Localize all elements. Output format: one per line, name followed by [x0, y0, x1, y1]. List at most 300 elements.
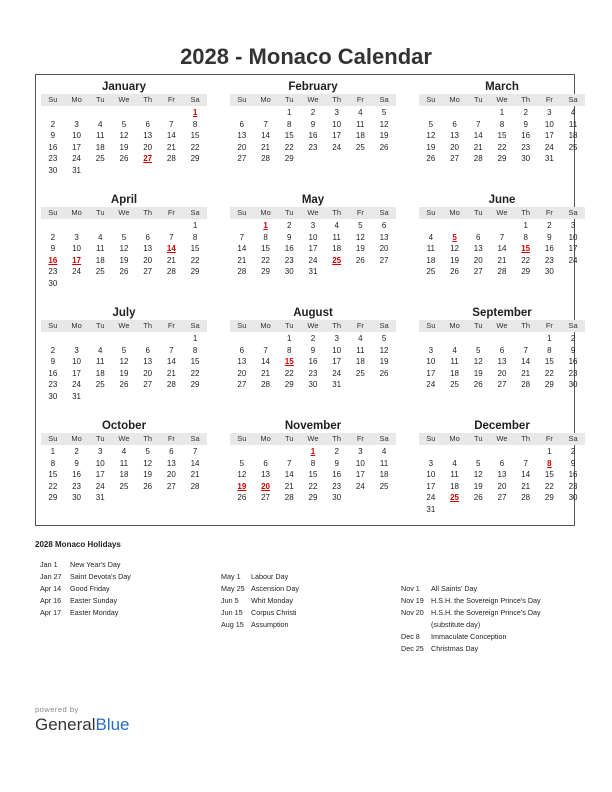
- holiday-day-cell: 19: [237, 481, 247, 491]
- day-cell: 5: [121, 232, 127, 242]
- day-cell: 24: [355, 481, 365, 491]
- holiday-name: H.S.H. the Sovereign Prince's Day: [431, 608, 541, 617]
- day-cell: 7: [169, 345, 174, 355]
- day-cell: 17: [72, 368, 81, 378]
- day-cell: 15: [48, 470, 58, 479]
- day-cell: 10: [355, 458, 365, 468]
- day-cell: 24: [72, 154, 81, 163]
- day-cell: 8: [310, 458, 316, 468]
- day-cell: 10: [426, 470, 436, 479]
- day-cell: 31: [332, 380, 342, 389]
- day-cell: 8: [287, 345, 292, 355]
- day-cell: 15: [190, 357, 200, 366]
- day-cell: 10: [72, 244, 81, 253]
- weekday-header: [230, 94, 396, 106]
- day-cell: 11: [356, 345, 365, 355]
- month-name: November: [284, 420, 342, 432]
- holiday-item: [401, 595, 575, 607]
- holiday-item: [40, 571, 210, 583]
- weekday-label: Mo: [449, 208, 460, 217]
- month-name: March: [485, 81, 519, 93]
- day-cell: 6: [145, 232, 150, 242]
- empty-cell: [277, 446, 301, 458]
- weekday-label: Sa: [190, 321, 200, 330]
- day-cell: 9: [310, 345, 316, 355]
- day-cell: 27: [237, 154, 247, 163]
- holiday-date: Dec 8: [401, 632, 420, 641]
- day-cell: 13: [237, 131, 247, 140]
- weekday-label: Mo: [260, 434, 271, 443]
- day-cell: 16: [48, 142, 58, 152]
- weekday-label: Fr: [545, 95, 553, 104]
- holiday-item: [221, 583, 391, 595]
- day-cell: 31: [308, 267, 318, 276]
- holiday-item: [401, 631, 575, 643]
- day-cell: 22: [521, 255, 531, 265]
- day-cell: 2: [310, 334, 316, 343]
- day-cell: 27: [166, 481, 176, 491]
- weekday-label: Su: [48, 434, 58, 443]
- month-september: [419, 307, 585, 417]
- day-cell: 20: [237, 142, 247, 152]
- day-cell: 19: [473, 481, 483, 491]
- day-cell: 2: [334, 447, 339, 456]
- weekday-header: [419, 433, 585, 445]
- day-cell: 23: [72, 481, 81, 491]
- day-cell: 15: [190, 131, 200, 140]
- day-cell: 16: [568, 470, 578, 479]
- holiday-date: Dec 25: [401, 644, 424, 653]
- empty-cell: [41, 333, 65, 345]
- day-cell: 19: [119, 142, 129, 152]
- day-cell: 12: [450, 244, 459, 253]
- day-cell: 7: [192, 447, 198, 456]
- empty-cell: [88, 333, 112, 345]
- brand-name-general: General: [35, 715, 96, 734]
- holiday-day-cell: 17: [72, 255, 81, 265]
- day-cell: 25: [450, 380, 459, 389]
- weekday-label: Th: [332, 208, 342, 217]
- month-name: June: [488, 194, 516, 206]
- holiday-date: Jan 1: [40, 560, 58, 569]
- day-cell: 26: [426, 154, 436, 163]
- month-name: October: [101, 420, 147, 432]
- day-cell: 18: [119, 470, 129, 479]
- weekday-label: Su: [426, 208, 436, 217]
- brand-logo[interactable]: [35, 705, 130, 735]
- empty-cell: [160, 220, 184, 232]
- day-cell: 30: [544, 267, 554, 276]
- weekday-header: [41, 94, 207, 106]
- day-cell: 13: [143, 244, 153, 253]
- day-cell: 20: [166, 470, 176, 479]
- day-cell: 15: [261, 244, 270, 253]
- day-cell: 17: [426, 481, 436, 491]
- empty-cell: [136, 107, 160, 119]
- weekday-header: [230, 320, 396, 332]
- page-title: 2028 - Monaco Calendar: [180, 44, 432, 69]
- weekday-label: Tu: [96, 434, 105, 443]
- day-cell: 21: [166, 142, 176, 152]
- weekday-label: Mo: [449, 321, 460, 330]
- holiday-day-cell: 27: [143, 154, 153, 163]
- day-cell: 12: [119, 244, 129, 253]
- day-cell: 7: [523, 458, 528, 468]
- empty-cell: [65, 107, 89, 119]
- weekday-label: We: [307, 95, 319, 104]
- weekday-label: Mo: [71, 434, 82, 443]
- day-cell: 18: [95, 255, 105, 265]
- day-cell: 6: [145, 119, 150, 129]
- day-cell: 11: [426, 244, 435, 253]
- holiday-item: [40, 559, 210, 571]
- day-cell: 20: [497, 368, 507, 378]
- month-august: [230, 307, 396, 417]
- weekday-label: Su: [48, 321, 58, 330]
- empty-cell: [443, 220, 467, 232]
- day-cell: 1: [523, 221, 528, 230]
- day-cell: 31: [95, 493, 105, 502]
- day-cell: 11: [96, 131, 105, 140]
- empty-cell: [254, 333, 278, 345]
- holiday-date: Aug 15: [221, 620, 244, 629]
- day-cell: 13: [497, 357, 507, 366]
- holiday-item: [401, 643, 575, 655]
- day-cell: 10: [308, 232, 318, 242]
- day-cell: 29: [308, 493, 318, 502]
- day-cell: 8: [523, 232, 528, 242]
- day-cell: 4: [98, 119, 103, 129]
- empty-cell: [419, 107, 443, 119]
- holiday-day-cell: 1: [310, 447, 316, 456]
- day-cell: 4: [452, 345, 457, 355]
- weekday-label: Fr: [545, 321, 553, 330]
- day-cell: 11: [332, 232, 341, 242]
- day-cell: 21: [473, 142, 483, 152]
- day-cell: 10: [72, 357, 81, 366]
- day-cell: 19: [379, 131, 389, 140]
- day-cell: 25: [379, 481, 389, 491]
- day-cell: 26: [355, 255, 365, 265]
- day-cell: 2: [310, 108, 316, 117]
- empty-cell: [65, 220, 89, 232]
- day-cell: 4: [358, 108, 363, 117]
- day-cell: 22: [308, 481, 318, 491]
- day-cell: 30: [521, 154, 531, 163]
- month-january: [41, 81, 207, 191]
- day-cell: 26: [379, 368, 389, 378]
- weekday-label: Tu: [285, 208, 294, 217]
- day-cell: 17: [332, 131, 342, 140]
- day-cell: 28: [190, 481, 200, 491]
- weekday-header: [230, 207, 396, 219]
- empty-cell: [419, 220, 443, 232]
- weekday-label: We: [118, 434, 130, 443]
- weekday-label: Tu: [285, 434, 294, 443]
- day-cell: 9: [50, 244, 56, 253]
- day-cell: 4: [121, 447, 127, 456]
- holiday-item: [221, 571, 391, 583]
- weekday-label: Fr: [545, 434, 553, 443]
- day-cell: 13: [450, 131, 459, 140]
- day-cell: 24: [332, 368, 342, 378]
- day-cell: 7: [499, 232, 505, 242]
- day-cell: 15: [308, 470, 318, 479]
- holiday-column: [221, 571, 391, 631]
- holiday-column: [401, 583, 575, 655]
- day-cell: 24: [308, 255, 318, 265]
- day-cell: 21: [166, 255, 176, 265]
- day-cell: 5: [428, 119, 434, 129]
- day-cell: 4: [570, 108, 576, 117]
- day-cell: 29: [521, 267, 531, 276]
- day-cell: 19: [355, 244, 365, 253]
- day-cell: 6: [499, 345, 505, 355]
- holiday-item: [40, 583, 210, 595]
- empty-cell: [160, 333, 184, 345]
- weekday-label: Sa: [568, 321, 578, 330]
- day-cell: 28: [166, 380, 176, 389]
- day-grid: [419, 333, 585, 391]
- day-cell: 28: [261, 154, 270, 163]
- day-cell: 25: [355, 142, 365, 152]
- day-cell: 28: [521, 493, 531, 502]
- empty-cell: [443, 333, 467, 345]
- day-cell: 3: [358, 447, 363, 456]
- weekday-label: We: [307, 208, 319, 217]
- empty-cell: [466, 220, 490, 232]
- weekday-label: Mo: [260, 321, 271, 330]
- holiday-date: Apr 16: [40, 596, 62, 605]
- holiday-item: [221, 607, 391, 619]
- day-cell: 5: [121, 345, 127, 355]
- holiday-date: Nov 20: [401, 608, 424, 617]
- day-cell: 25: [355, 368, 365, 378]
- holiday-date: Jun 15: [221, 608, 243, 617]
- weekday-header: [41, 207, 207, 219]
- day-cell: 3: [428, 345, 434, 355]
- day-cell: 13: [143, 131, 153, 140]
- day-cell: 28: [497, 267, 507, 276]
- weekday-label: Th: [332, 434, 342, 443]
- day-cell: 20: [237, 368, 247, 378]
- month-april: [41, 194, 207, 304]
- day-cell: 31: [544, 154, 554, 163]
- day-cell: 18: [95, 142, 105, 152]
- day-cell: 17: [95, 470, 105, 479]
- brand-name: [35, 715, 130, 735]
- day-cell: 5: [476, 458, 481, 468]
- weekday-label: Sa: [190, 95, 200, 104]
- day-cell: 2: [50, 345, 56, 355]
- holiday-day-cell: 15: [284, 357, 294, 366]
- holiday-name: (substitute day): [431, 620, 481, 629]
- day-cell: 26: [119, 267, 129, 276]
- day-cell: 26: [119, 154, 129, 163]
- day-cell: 12: [379, 119, 389, 129]
- month-name: February: [288, 81, 338, 93]
- day-grid: [230, 220, 396, 278]
- month-name: August: [293, 307, 333, 319]
- day-cell: 28: [284, 493, 294, 502]
- holiday-date: May 25: [221, 584, 245, 593]
- day-cell: 30: [332, 493, 342, 502]
- holiday-date: Apr 14: [40, 584, 62, 593]
- weekday-label: Su: [48, 208, 58, 217]
- day-cell: 17: [72, 142, 81, 152]
- weekday-label: Tu: [96, 321, 105, 330]
- day-cell: 3: [334, 108, 339, 117]
- day-cell: 20: [473, 255, 483, 265]
- day-cell: 2: [50, 119, 56, 129]
- day-cell: 11: [96, 357, 105, 366]
- day-cell: 18: [450, 481, 459, 491]
- holiday-name: Christmas Day: [431, 644, 479, 653]
- day-cell: 2: [50, 232, 56, 242]
- day-cell: 2: [74, 447, 79, 456]
- holiday-name: Corpus Christi: [251, 608, 297, 617]
- holiday-name: Immaculate Conception: [431, 632, 507, 641]
- empty-cell: [466, 107, 490, 119]
- empty-cell: [230, 446, 254, 458]
- day-cell: 16: [308, 357, 318, 366]
- weekday-label: Fr: [167, 434, 175, 443]
- holiday-name: Good Friday: [70, 584, 110, 593]
- holiday-name: Easter Monday: [70, 608, 119, 617]
- day-cell: 17: [568, 244, 578, 253]
- weekday-label: We: [118, 208, 130, 217]
- day-cell: 30: [308, 380, 318, 389]
- day-cell: 4: [358, 334, 363, 343]
- weekday-header: [41, 433, 207, 445]
- day-cell: 12: [473, 357, 483, 366]
- weekday-label: Mo: [260, 208, 271, 217]
- weekday-label: Fr: [356, 95, 364, 104]
- day-cell: 9: [50, 131, 56, 140]
- day-cell: 15: [497, 131, 507, 140]
- month-february: [230, 81, 396, 191]
- day-cell: 4: [98, 232, 103, 242]
- empty-cell: [160, 107, 184, 119]
- holiday-item: [401, 619, 575, 631]
- weekday-label: Sa: [568, 208, 578, 217]
- day-cell: 23: [48, 267, 58, 276]
- day-cell: 31: [72, 165, 81, 175]
- day-cell: 1: [287, 108, 292, 117]
- day-cell: 1: [192, 221, 198, 230]
- holiday-day-cell: 25: [332, 255, 342, 265]
- day-cell: 7: [239, 232, 245, 242]
- weekday-label: Fr: [356, 321, 364, 330]
- holiday-item: [221, 595, 391, 607]
- holiday-day-cell: 14: [166, 244, 176, 253]
- day-cell: 4: [381, 447, 387, 456]
- month-december: [419, 420, 585, 530]
- weekday-label: Su: [237, 434, 247, 443]
- day-cell: 5: [145, 447, 150, 456]
- day-cell: 26: [450, 267, 459, 276]
- day-cell: 9: [50, 357, 56, 366]
- day-cell: 14: [190, 458, 200, 468]
- day-cell: 21: [521, 368, 531, 378]
- day-cell: 27: [379, 255, 389, 265]
- weekday-label: Su: [426, 95, 436, 104]
- holiday-date: Apr 17: [40, 608, 62, 617]
- day-cell: 19: [473, 368, 483, 378]
- holiday-date: [401, 619, 431, 631]
- weekday-header: [419, 207, 585, 219]
- weekday-label: We: [496, 434, 508, 443]
- day-cell: 18: [379, 470, 389, 479]
- holiday-name: Ascension Day: [251, 584, 299, 593]
- day-cell: 22: [544, 368, 554, 378]
- day-cell: 23: [308, 368, 318, 378]
- day-cell: 24: [568, 255, 578, 265]
- day-cell: 31: [72, 391, 81, 401]
- day-cell: 18: [450, 368, 459, 378]
- day-cell: 25: [426, 267, 436, 276]
- day-cell: 6: [381, 221, 387, 230]
- day-cell: 12: [355, 232, 365, 242]
- weekday-label: Th: [521, 434, 531, 443]
- day-cell: 6: [476, 232, 481, 242]
- day-cell: 27: [237, 380, 247, 389]
- holiday-list-heading: 2028 Monaco Holidays: [35, 540, 121, 549]
- weekday-label: Sa: [379, 208, 389, 217]
- empty-cell: [466, 333, 490, 345]
- day-cell: 22: [544, 481, 554, 491]
- day-cell: 11: [356, 119, 365, 129]
- weekday-header: [419, 320, 585, 332]
- holiday-list: [35, 540, 575, 660]
- day-cell: 21: [166, 368, 176, 378]
- holiday-date: Nov 19: [401, 596, 424, 605]
- day-cell: 11: [450, 470, 459, 479]
- empty-cell: [466, 446, 490, 458]
- day-cell: 24: [544, 142, 554, 152]
- weekday-header: [41, 320, 207, 332]
- day-cell: 9: [570, 345, 576, 355]
- empty-cell: [254, 107, 278, 119]
- day-cell: 17: [426, 368, 436, 378]
- holiday-day-cell: 25: [450, 493, 459, 502]
- day-cell: 8: [547, 345, 552, 355]
- month-name: May: [301, 194, 325, 206]
- holiday-day-cell: 15: [521, 244, 531, 253]
- day-cell: 27: [473, 267, 483, 276]
- day-grid: [41, 446, 207, 504]
- day-cell: 4: [334, 221, 339, 230]
- holiday-day-cell: 5: [452, 232, 457, 242]
- day-cell: 22: [190, 255, 200, 265]
- day-cell: 25: [95, 380, 105, 389]
- day-cell: 29: [497, 154, 507, 163]
- day-cell: 17: [332, 357, 342, 366]
- day-cell: 5: [358, 221, 363, 230]
- day-cell: 12: [379, 345, 389, 355]
- day-cell: 15: [284, 131, 294, 140]
- day-cell: 29: [190, 267, 200, 276]
- day-cell: 8: [192, 232, 198, 242]
- day-cell: 27: [261, 493, 270, 502]
- holiday-day-cell: 20: [261, 481, 270, 491]
- day-cell: 19: [143, 470, 153, 479]
- day-cell: 10: [332, 119, 342, 129]
- day-cell: 5: [381, 108, 387, 117]
- empty-cell: [112, 333, 136, 345]
- weekday-label: Tu: [474, 321, 483, 330]
- day-grid: [230, 333, 396, 391]
